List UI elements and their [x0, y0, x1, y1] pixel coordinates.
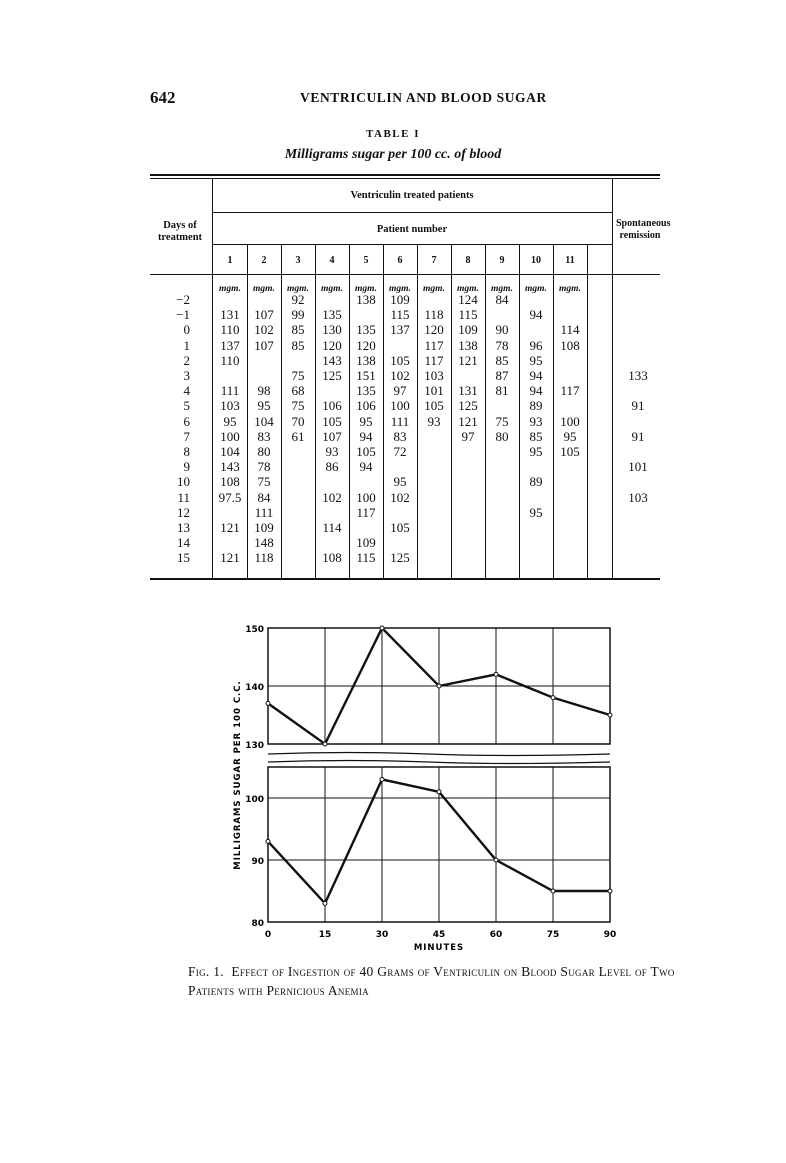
unit-label: mgm.: [219, 284, 241, 294]
series-upper-point: [266, 701, 270, 705]
series-upper-point: [551, 696, 555, 700]
unit-label: mgm.: [457, 284, 479, 294]
y-tick-label: 100: [245, 795, 264, 805]
value-cell: 85: [291, 337, 305, 353]
value-cell: 137: [390, 322, 410, 338]
value-cell: 143: [322, 352, 342, 368]
day-cell: 0: [183, 322, 190, 338]
value-cell: 117: [356, 504, 376, 520]
value-cell: 117: [560, 383, 580, 399]
day-cell: 1: [183, 337, 190, 353]
value-cell: 109: [458, 322, 478, 338]
value-cell: 83: [257, 428, 271, 444]
day-cell: 2: [183, 352, 190, 368]
value-cell: 118: [254, 550, 274, 566]
value-cell: 111: [254, 504, 274, 520]
value-cell: 81: [495, 383, 509, 399]
value-cell: 94: [529, 368, 543, 383]
spontaneous-cell: 91: [631, 398, 645, 414]
value-cell: 103: [424, 368, 444, 383]
value-cell: 105: [560, 444, 580, 459]
x-axis-label: MINUTES: [413, 943, 465, 952]
series-upper-point: [380, 626, 384, 630]
value-cell: 107: [254, 337, 274, 353]
patient-number-10: 10: [531, 255, 541, 266]
value-cell: 94: [359, 428, 373, 444]
value-cell: 87: [495, 368, 509, 383]
x-tick-label: 45: [432, 930, 446, 940]
patient-number-11: 11: [565, 255, 575, 266]
value-cell: 99: [291, 307, 305, 323]
x-tick-label: 75: [546, 930, 560, 940]
value-cell: 115: [356, 550, 376, 566]
series-upper-point: [494, 672, 498, 676]
x-tick-label: 15: [318, 930, 332, 940]
value-cell: 85: [291, 322, 305, 338]
value-cell: 121: [458, 352, 478, 368]
figure-label: Fig. 1.: [188, 964, 224, 979]
value-cell: 94: [529, 383, 543, 399]
value-cell: 100: [390, 398, 410, 414]
value-cell: 103: [220, 398, 240, 414]
series-upper-point: [323, 742, 327, 746]
value-cell: 124: [458, 292, 478, 307]
value-cell: 100: [220, 428, 240, 444]
value-cell: 109: [390, 292, 410, 307]
value-cell: 80: [495, 428, 509, 444]
value-cell: 98: [257, 383, 271, 399]
value-cell: 95: [393, 474, 407, 490]
value-cell: 107: [254, 307, 274, 323]
value-cell: 117: [424, 337, 444, 353]
value-cell: 70: [291, 413, 305, 429]
spontaneous-cell: 103: [628, 489, 648, 505]
value-cell: 120: [356, 337, 376, 353]
value-cell: 102: [322, 489, 342, 505]
value-cell: 95: [563, 428, 577, 444]
value-cell: 80: [257, 444, 271, 459]
value-cell: 121: [220, 550, 240, 566]
value-cell: 125: [458, 398, 478, 414]
unit-label: mgm.: [287, 284, 309, 294]
day-cell: 4: [183, 383, 190, 399]
value-cell: 106: [322, 398, 342, 414]
value-cell: 125: [390, 550, 410, 566]
value-cell: 85: [529, 428, 543, 444]
patient-number-7: 7: [431, 255, 437, 266]
value-cell: 114: [322, 520, 342, 535]
day-cell: −1: [176, 307, 190, 323]
patient-number-header: Patient number: [376, 224, 448, 235]
value-cell: 108: [220, 474, 240, 490]
y-tick-label: 80: [251, 919, 264, 929]
value-cell: 100: [356, 489, 376, 505]
value-cell: 105: [390, 352, 410, 368]
value-cell: 104: [220, 444, 240, 459]
day-cell: 9: [183, 459, 190, 475]
value-cell: 108: [322, 550, 342, 566]
value-cell: 114: [560, 322, 580, 338]
y-tick-label: 140: [245, 683, 264, 693]
page-number: 642: [150, 88, 176, 107]
value-cell: 93: [325, 444, 339, 459]
series-upper-point: [608, 713, 612, 717]
value-cell: 125: [322, 368, 342, 383]
spontaneous-cell: 133: [628, 368, 648, 383]
value-cell: 97: [461, 428, 475, 444]
value-cell: 105: [424, 398, 444, 414]
value-cell: 110: [220, 352, 240, 368]
value-cell: 120: [322, 337, 342, 353]
unit-label: mgm.: [491, 284, 513, 294]
days-header: Days of treatment: [157, 220, 203, 243]
value-cell: 97.5: [218, 489, 242, 505]
unit-label: mgm.: [321, 284, 343, 294]
y-tick-label: 90: [251, 857, 264, 867]
series-lower-point: [323, 901, 327, 905]
value-cell: 68: [291, 383, 305, 399]
value-cell: 97: [393, 383, 407, 399]
day-cell: 10: [177, 474, 190, 490]
value-cell: 93: [427, 413, 441, 429]
day-cell: 13: [177, 520, 190, 535]
value-cell: 109: [254, 520, 274, 535]
value-cell: 83: [393, 428, 407, 444]
value-cell: 89: [529, 398, 543, 414]
y-axis-label: MILLIGRAMS SUGAR PER 100 C.C.: [233, 680, 243, 870]
axis-break-line: [268, 753, 610, 756]
series-upper-point: [437, 684, 441, 688]
patient-number-3: 3: [295, 255, 301, 266]
value-cell: 84: [257, 489, 271, 505]
value-cell: 107: [322, 428, 342, 444]
value-cell: 94: [359, 459, 373, 475]
value-cell: 109: [356, 535, 376, 551]
value-cell: 75: [291, 368, 305, 383]
value-cell: 75: [495, 413, 509, 429]
value-cell: 105: [356, 444, 376, 459]
value-cell: 110: [220, 322, 240, 338]
unit-label: mgm.: [355, 284, 377, 294]
table-title: Milligrams sugar per 100 cc. of blood: [284, 147, 502, 162]
value-cell: 101: [424, 383, 444, 399]
spontaneous-cell: 101: [628, 459, 648, 475]
caption-text: Effect of Ingestion of 40 Grams of Ventriculin on Blood Sugar Level of Two Patients with Pernicious Anemia: [188, 964, 675, 998]
value-cell: 111: [390, 413, 410, 429]
value-cell: 95: [529, 444, 543, 459]
value-cell: 115: [458, 307, 478, 323]
figure-1: [228, 622, 618, 952]
series-lower-point: [266, 839, 270, 843]
value-cell: 135: [356, 383, 376, 399]
day-cell: 3: [183, 368, 190, 383]
day-cell: 6: [183, 413, 190, 429]
patient-number-4: 4: [329, 255, 335, 266]
day-cell: 8: [183, 444, 190, 459]
unit-label: mgm.: [525, 284, 547, 294]
spontaneous-cell: 91: [631, 428, 645, 444]
y-tick-label: 150: [245, 625, 264, 635]
value-cell: 94: [529, 307, 543, 323]
spontaneous-header: Spontaneous remission: [616, 218, 671, 241]
x-tick-label: 90: [603, 930, 617, 940]
value-cell: 108: [560, 337, 580, 353]
group-header: Ventriculin treated patients: [350, 190, 474, 201]
value-cell: 148: [254, 535, 274, 551]
y-tick-label: 130: [245, 741, 264, 751]
value-cell: 117: [424, 352, 444, 368]
x-tick-label: 60: [489, 930, 503, 940]
value-cell: 100: [560, 413, 580, 429]
blood-sugar-table: [150, 174, 671, 580]
value-cell: 106: [356, 398, 376, 414]
day-cell: 5: [183, 398, 190, 414]
series-lower-point: [494, 858, 498, 862]
series-lower-point: [608, 889, 612, 893]
running-head: VENTRICULIN AND BLOOD SUGAR: [300, 90, 547, 105]
patient-number-2: 2: [261, 255, 267, 266]
value-cell: 151: [356, 368, 376, 383]
value-cell: 143: [220, 459, 240, 475]
value-cell: 95: [529, 352, 543, 368]
value-cell: 138: [356, 292, 376, 307]
unit-label: mgm.: [559, 284, 581, 294]
value-cell: 138: [458, 337, 478, 353]
value-cell: 95: [529, 504, 543, 520]
value-cell: 89: [529, 474, 543, 490]
value-cell: 72: [393, 444, 407, 459]
value-cell: 118: [424, 307, 444, 323]
day-cell: 12: [177, 504, 190, 520]
day-cell: −2: [176, 292, 190, 307]
day-cell: 7: [183, 428, 190, 444]
patient-number-9: 9: [499, 255, 505, 266]
unit-label: mgm.: [423, 284, 445, 294]
value-cell: 137: [220, 337, 240, 353]
x-tick-label: 30: [375, 930, 389, 940]
series-lower-point: [437, 790, 441, 794]
patient-number-5: 5: [363, 255, 369, 266]
value-cell: 75: [291, 398, 305, 414]
value-cell: 78: [495, 337, 509, 353]
value-cell: 84: [495, 292, 509, 307]
day-cell: 11: [177, 489, 190, 505]
unit-label: mgm.: [389, 284, 411, 294]
value-cell: 121: [220, 520, 240, 535]
value-cell: 78: [257, 459, 271, 475]
value-cell: 86: [325, 459, 339, 475]
axis-break-line: [268, 761, 610, 764]
value-cell: 131: [220, 307, 240, 323]
value-cell: 131: [458, 383, 478, 399]
day-cell: 15: [177, 550, 190, 566]
value-cell: 95: [359, 413, 373, 429]
unit-label: mgm.: [253, 284, 275, 294]
value-cell: 130: [322, 322, 342, 338]
value-cell: 85: [495, 352, 509, 368]
value-cell: 96: [529, 337, 543, 353]
value-cell: 102: [390, 489, 410, 505]
patient-number-6: 6: [397, 255, 403, 266]
value-cell: 92: [291, 292, 305, 307]
patient-number-1: 1: [227, 255, 233, 266]
value-cell: 90: [495, 322, 509, 338]
value-cell: 111: [220, 383, 240, 399]
series-lower-point: [551, 889, 555, 893]
table-label: TABLE I: [365, 128, 420, 140]
value-cell: 135: [356, 322, 376, 338]
value-cell: 61: [291, 428, 305, 444]
value-cell: 135: [322, 307, 342, 323]
x-tick-label: 0: [264, 930, 272, 940]
value-cell: 102: [254, 322, 274, 338]
value-cell: 105: [322, 413, 342, 429]
patient-number-8: 8: [465, 255, 471, 266]
blood-sugar-chart: [228, 622, 618, 952]
value-cell: 138: [356, 352, 376, 368]
value-cell: 121: [458, 413, 478, 429]
figure-caption: [188, 962, 708, 1000]
value-cell: 95: [223, 413, 237, 429]
value-cell: 93: [529, 413, 543, 429]
value-cell: 95: [257, 398, 271, 414]
value-cell: 105: [390, 520, 410, 535]
value-cell: 115: [390, 307, 410, 323]
value-cell: 104: [254, 413, 274, 429]
value-cell: 120: [424, 322, 444, 338]
value-cell: 102: [390, 368, 410, 383]
value-cell: 75: [257, 474, 271, 490]
series-lower-point: [380, 777, 384, 781]
day-cell: 14: [177, 535, 190, 551]
